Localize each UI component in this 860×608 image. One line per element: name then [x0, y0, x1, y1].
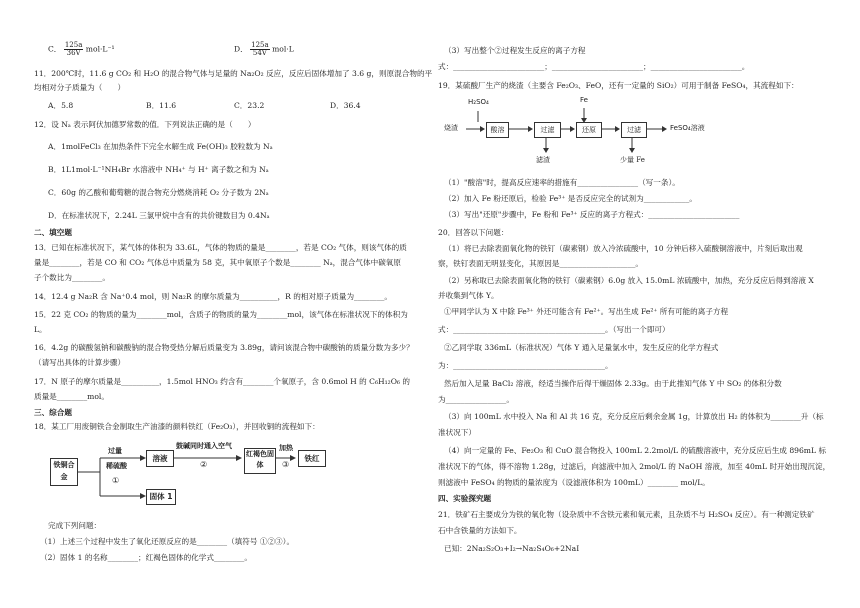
q19-part2: （2）加入 Fe 粉还原后，检验 Fe³⁺ 是否反应完全的试剂为____________。	[444, 194, 697, 203]
q20-part2-line8: 为________________。	[438, 395, 514, 404]
option-d-denominator: 54V	[252, 49, 267, 57]
flow-step-1: ①	[112, 476, 120, 485]
option-c-denominator: 36V	[66, 49, 81, 57]
q12-option-b: B．1L1mol·L⁻¹NH₄Br 水溶液中 NH₄⁺ 与 H⁺ 离子数之和为 Nₐ	[48, 165, 269, 174]
q20-part3-line1: （3）向 100mL 水中投入 Na 和 Al 共 16 克，充分反应后剩余金属 1g，计算放出 H₂ 的体积为________升（标	[444, 412, 824, 421]
q20-part2-line4: 式：________________________________________。（写出一个即可）	[438, 325, 670, 334]
flow-redbrown-box	[244, 448, 276, 474]
q18-part3-line1: （3）写出整个②过程发生反应的离子方程	[444, 46, 586, 55]
flow-redbrown-label: 红褐色固体	[246, 450, 274, 469]
option-c	[48, 42, 115, 57]
option-c-fraction	[64, 42, 84, 57]
q12-option-d: D．在标准状况下，2.24L 三氯甲烷中含有的共价键数目为 0.4Nₐ	[48, 211, 270, 220]
option-d-label: D．	[234, 44, 248, 54]
flow-box-guolv2	[621, 122, 647, 138]
q18-intro: 完成下列问题：	[48, 521, 102, 530]
flow-guolv2-label: 过滤	[627, 126, 641, 134]
flow-step-2: ②	[200, 460, 208, 469]
option-d-numerator: 125a	[251, 41, 269, 49]
option-c-unit: mol·L⁻¹	[85, 44, 115, 54]
flow-box-guolv1	[534, 122, 561, 138]
flow-shaoliang-fe: 少量 Fe	[620, 156, 645, 164]
q20-part2-line2: 并收集到气体 Y。	[438, 291, 499, 300]
question-21-line1: 21．铁矿石主要成分为铁的氧化物（设杂质中不含铁元素和氧元素，且杂质不与 H₂SO₄ 反应）。有一种测定铁矿	[438, 510, 815, 519]
option-c-label: C．	[48, 44, 62, 54]
question-16-line2: （请写出具体的计算步骤）	[34, 358, 126, 367]
question-13-line3: 子个数比为________。	[34, 273, 110, 282]
flow-step-3: ③	[282, 460, 290, 469]
flow-dilute-acid: 稀硫酸	[106, 462, 127, 470]
flow-shaozha: 烧渣	[444, 124, 458, 132]
q18-part2: （2）固体 1 的名称________；红褐色固体的化学式________。	[40, 553, 252, 562]
section-fill-blank: 二、填空题	[34, 228, 72, 237]
question-17-line1: 17．N 原子的摩尔质量是__________，1.5mol HNO₃ 约含有________个氧原子，含 0.6mol H 的 C₆H₁₂O₆ 的	[34, 377, 410, 386]
flow-solution-label: 溶液	[152, 454, 168, 463]
question-15-line2: L。	[34, 325, 47, 334]
flow-box-huanyuan	[576, 122, 602, 138]
q19-part3: （3）写出"还原"步骤中，Fe 粉和 Fe³⁺ 反应的离子方程式：________________________	[444, 210, 740, 219]
q18-part1: （1）上述三个过程中发生了氧化还原反应的是________（填符号 ①②③）。	[40, 537, 295, 546]
flow-h2so4: H₂SO₄	[468, 98, 489, 106]
q18-flow-diagram	[50, 438, 350, 506]
q20-part1-line2: 察，铁钉表面无明显变化，其原因是____________________。	[438, 259, 644, 268]
flow-heat: 加热	[279, 444, 293, 452]
question-21-line2: 石中含铁量的方法如下。	[438, 526, 522, 535]
q20-part4-line2: 准状况下的气体，得不溶物 1.28g，过滤后，向滤液中加入 2mol/L 的 NaOH 溶液，加至 40mL 时开始出现沉淀，	[438, 462, 831, 471]
q12-option-c: C．60g 的乙酸和葡萄糖的混合物充分燃烧消耗 O₂ 分子数为 2Nₐ	[48, 188, 269, 197]
flow-solid1-label: 固体 1	[149, 492, 173, 501]
section-comprehensive: 三、综合题	[34, 408, 72, 417]
flow-suanrong-label: 酸溶	[490, 126, 505, 134]
option-d-fraction	[250, 42, 270, 57]
flow-solid1-box	[146, 489, 176, 505]
option-d-unit: mol·L	[272, 44, 294, 54]
question-19: 19．某硫酸厂生产的烧渣（主要含 Fe₂O₃、FeO，还有一定量的 SiO₂）可用于制备 FeSO₄，其流程如下：	[438, 81, 799, 90]
flow-fe: Fe	[580, 96, 588, 104]
question-20: 20．回答以下问题：	[438, 228, 509, 237]
q20-part4-line3: 则滤液中 FeSO₄ 的物质的量浓度为（设滤液体积为 100mL）________ mol/L。	[438, 478, 710, 487]
question-15-line1: 15．22 克 CO₂ 的物质的量为________mol，含质子的物质的量为________mol，该气体在标准状况下的体积为	[34, 310, 408, 319]
flow-alloy-box	[50, 458, 78, 486]
question-11-cont: 均相对分子质量为（ ）	[34, 83, 126, 92]
q11-option-b: B．11.6	[146, 101, 177, 110]
flow-step2-label: 鼓碱同时通入空气	[176, 442, 232, 450]
q20-part3-line2: 准状况下）	[438, 428, 476, 437]
q19-part1: （1）"酸溶"时，提高反应速率的措施有________________（写一条）。	[444, 178, 680, 187]
q11-option-a: A．5.8	[48, 101, 74, 110]
q19-flow-diagram	[444, 96, 724, 168]
question-17-line2: 质量是________mol。	[34, 392, 109, 401]
question-13-line1: 13．已知在标准状况下，某气体的体积为 33.6L，气体的物质的量是________，若是 CO₂ 气体，则该气体的质	[34, 243, 407, 252]
q12-option-a: A．1molFeCl₃ 在加热条件下完全水解生成 Fe(OH)₃ 胶粒数为 Nₐ	[48, 142, 273, 151]
question-11: 11．200℃时，11.6 g CO₂ 和 H₂O 的混合物气体与足量的 Na₂O₂ 反应，反应后固体增加了 3.6 g，则原混合物的平	[34, 69, 433, 78]
question-18: 18．某工厂用废铜铁合金制取生产油漆的颜料铁红（Fe₂O₃），并回收铜的流程如下：	[34, 422, 320, 431]
question-21-known: 已知：2Na₂S₂O₃+I₂→Na₂S₄O₆+2NaI	[444, 544, 580, 553]
flow-box-suanrong	[486, 122, 509, 138]
q11-option-c: C．23.2	[234, 101, 265, 110]
flow-product: FeSO₄溶液	[670, 124, 705, 132]
flow-ironred-label: 铁红	[304, 454, 320, 463]
q20-part2-line7: 然后加入足量 BaCl₂ 溶液，经适当操作后得干燥固体 2.33g。由于此推知气体 Y 中 SO₂ 的体积分数	[444, 379, 782, 388]
flow-huanyuan-label: 还原	[582, 126, 596, 134]
flow-ironred-box	[298, 450, 326, 467]
question-13-line2: 量是________，若是 CO 和 CO₂ 气体总中质量为 58 克，其中氧原子个数是________ Nₐ，混合气体中碳氧原	[34, 258, 401, 267]
option-d	[234, 42, 294, 57]
q11-option-d: D．36.4	[330, 101, 361, 110]
q18-part3-line2: 式：________________________；________________________；________________________。	[438, 62, 750, 71]
section-experiment: 四、实验探究题	[438, 494, 492, 503]
question-12: 12．设 Nₐ 表示阿伏加德罗常数的值．下列说法正确的是（ ）	[34, 120, 256, 129]
flow-guolv1-label: 过滤	[540, 126, 555, 134]
q20-part2-line6: 为：________________________________________。	[438, 361, 613, 370]
flow-excess: 过量	[108, 447, 122, 455]
q20-part1-line1: （1）将已去除表面氧化物的铁钉（碳素钢）放入冷浓硫酸中，10 分钟后移入硫酸铜溶液中，片刻后取出观	[444, 244, 803, 253]
q20-part2-line3: ①甲同学认为 X 中除 Fe³⁺ 外还可能含有 Fe²⁺。写出生成 Fe²⁺ 所有可能的离子方程	[444, 307, 729, 316]
flow-lvzha: 滤渣	[536, 156, 550, 164]
question-16-line1: 16．4.2g 的碳酸氢钠和碳酸钠的混合物受热分解后质量变为 3.89g，请问该混合物中碳酸钠的质量分数为多少？	[34, 343, 414, 352]
option-c-numerator: 125a	[64, 41, 83, 49]
flow-solution-box	[146, 450, 174, 467]
q20-part2-line5: ②乙同学取 336mL（标准状况）气体 Y 通入足量氯水中，发生反应的化学方程式	[444, 343, 719, 352]
question-14: 14．12.4 g Na₂R 含 Na⁺0.4 mol，则 Na₂R 的摩尔质量为__________，R 的相对原子质量为________。	[34, 292, 393, 301]
q20-part2-line1: （2）另称取已去除表面氧化物的铁钉（碳素钢）6.0g 放入 15.0mL 浓硫酸中，加热，充分反应后得到溶液 X	[444, 276, 814, 285]
q20-part4-line1: （4）向一定量的 Fe、Fe₂O₃ 和 CuO 混合物投入 100mL 2.2mol/L 的硫酸溶液中，充分反应后生成 896mL 标	[444, 446, 827, 455]
flow-alloy-label: 铁铜合金	[53, 461, 75, 481]
